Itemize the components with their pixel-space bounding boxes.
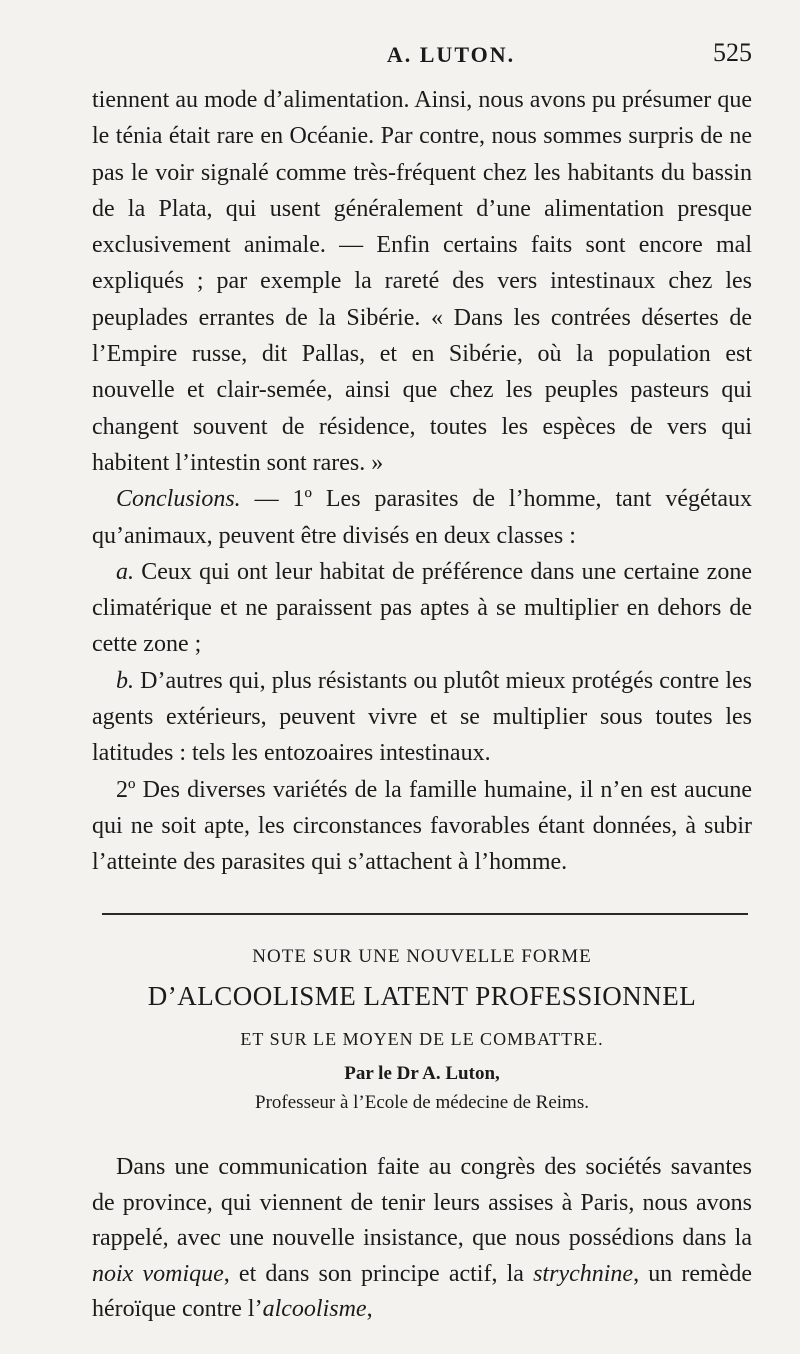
page-header: [90, 38, 752, 78]
term-strychnine: strychnine: [533, 1260, 634, 1287]
item-b-text: D’autres qui, plus résistants ou plutôt mieux protégés contre les agents extérieurs, peuvent vivre et se multiplier sous toutes les latitudes : tels les entozoaires intestinaux.: [92, 667, 752, 767]
article-body: [92, 1150, 752, 1328]
note-title: NOTE SUR UNE NOUVELLE FORME: [252, 946, 592, 967]
running-head: A. LUTON.: [386, 42, 516, 67]
paragraph-item-a: [92, 554, 752, 663]
term-alcoolisme: alcoolisme: [262, 1296, 367, 1322]
paragraph-conclusions: [92, 481, 752, 554]
article-text-3: , un remède héroïque contre l’: [92, 1260, 752, 1322]
section-divider: [102, 913, 748, 915]
article-paragraph: [92, 1150, 752, 1328]
author-affiliation: Professeur à l’Ecole de médecine de Reims.: [255, 1092, 589, 1113]
paragraph-item-b: [92, 663, 752, 772]
page-number: 525: [713, 38, 752, 67]
term-noix-vomique: noix vomique: [92, 1260, 224, 1287]
article-text-4: ,: [366, 1296, 373, 1322]
item-a-label: a.: [116, 558, 134, 585]
item-b-label: b.: [116, 667, 134, 694]
article-text-2: , et dans son principe actif, la: [223, 1260, 534, 1287]
article-subtitle: ET SUR LE MOYEN DE LE COMBATTRE.: [240, 1029, 604, 1049]
conclusions-text: — 1º Les parasites de l’homme, tant végétaux qu’animaux, peuvent être divisés en deux classes :: [92, 486, 752, 549]
conclusions-label: Conclusions.: [116, 486, 241, 513]
article-author: Par le Dr A. Luton,: [344, 1063, 500, 1084]
body-text: [92, 82, 752, 881]
article-text-1: Dans une communication faite au congrès des sociétés savantes de province, qui viennent de tenir leurs assises à Paris, nous avons rappelé, avec une nouvelle insistance, que nous possédions dans la: [92, 1154, 752, 1251]
article-title: D’ALCOOLISME LATENT PROFESSIONNEL: [147, 981, 697, 1011]
paragraph-second-conclusion: 2º Des diverses variétés de la famille humaine, il n’en est aucune qui ne soit apte, les circonstances favorables étant données, à subir l’atteinte des parasites qui s’attachent à l’homme.: [92, 776, 752, 876]
article-heading: [92, 940, 752, 1122]
item-a-text: Ceux qui ont leur habitat de préférence dans une certaine zone climatérique et ne paraissent pas aptes à se multiplier en dehors de cette zone ;: [92, 558, 752, 658]
paragraph-continuation: tiennent au mode d’alimentation. Ainsi, nous avons pu présumer que le ténia était rare en Océanie. Par contre, nous sommes surpris de ne pas le voir signalé comme très-fréquent chez les habitants du bassin de la Plata, qui usent généralement d’une alimentation presque exclusivement animale. — Enfin certains faits sont encore mal expliqués ; par exemple la rareté des vers intestinaux chez les peuplades errantes de la Sibérie. « Dans les contrées désertes de l’Empire russe, dit Pallas, et en Sibérie, où la population est nouvelle et clair-semée, ainsi que chez les peuples pasteurs qui changent souvent de résidence, toutes les espèces de vers qui habitent l’intestin sont rares. »: [92, 87, 752, 476]
